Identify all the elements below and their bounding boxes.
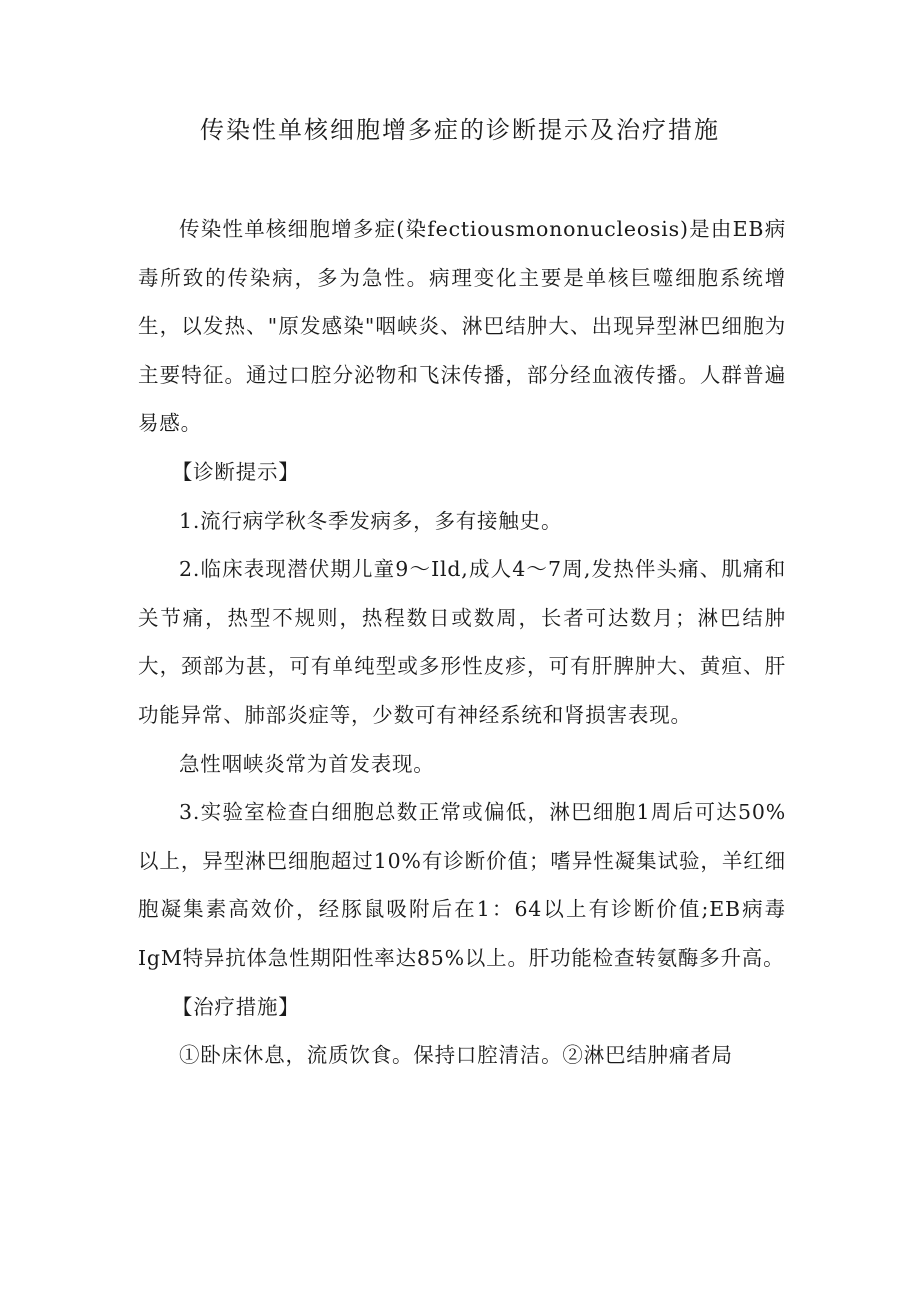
document-title: 传染性单核细胞增多症的诊断提示及治疗措施 bbox=[200, 116, 720, 144]
section-heading-diagnosis: 【诊断提示】 bbox=[171, 459, 300, 484]
diagnosis-item-epidemiology: 1.流行病学秋冬季发病多，多有接触史。 bbox=[179, 508, 563, 533]
diagnosis-item-clinical: 2.临床表现潜伏期儿童9～Ild,成人4～7周,发热伴头痛、肌痛和关节痛，热型不规则，热程数日或数周，长者可达数月；淋巴结肿大，颈部为甚，可有单纯型或多形性皮疹，可有肝脾肿大、黄疸、肝功能异常、肺部炎症等，少数可有神经系统和肾损害表现。 bbox=[138, 557, 786, 727]
treatment-paragraph: ①卧床休息，流质饮食。保持口腔清洁。②淋巴结肿痛者局 bbox=[179, 1043, 733, 1068]
diagnosis-item-lab: 3.实验室检查白细胞总数正常或偏低，淋巴细胞1周后可达50%以上，异型淋巴细胞超过10%有诊断价值；嗜异性凝集试验，羊红细胞凝集素高效价，经豚鼠吸附后在1：64以上有诊断价值;EB病毒IgM特异抗体急性期阳性率达85%以上。肝功能检查转氨酶多升高。 bbox=[138, 800, 786, 970]
section-heading-treatment: 【治疗措施】 bbox=[171, 994, 300, 1019]
intro-paragraph: 传染性单核细胞增多症(染fectiousmononucleosis)是由EB病毒所致的传染病，多为急性。病理变化主要是单核巨噬细胞系统增生，以发热、"原发感染"咽峡炎、淋巴结肿大、出现异型淋巴细胞为主要特征。通过口腔分泌物和飞沫传播，部分经血液传播。人群普遍易感。 bbox=[138, 217, 786, 436]
diagnosis-note: 急性咽峡炎常为首发表现。 bbox=[179, 751, 435, 776]
document-body bbox=[138, 205, 786, 1080]
